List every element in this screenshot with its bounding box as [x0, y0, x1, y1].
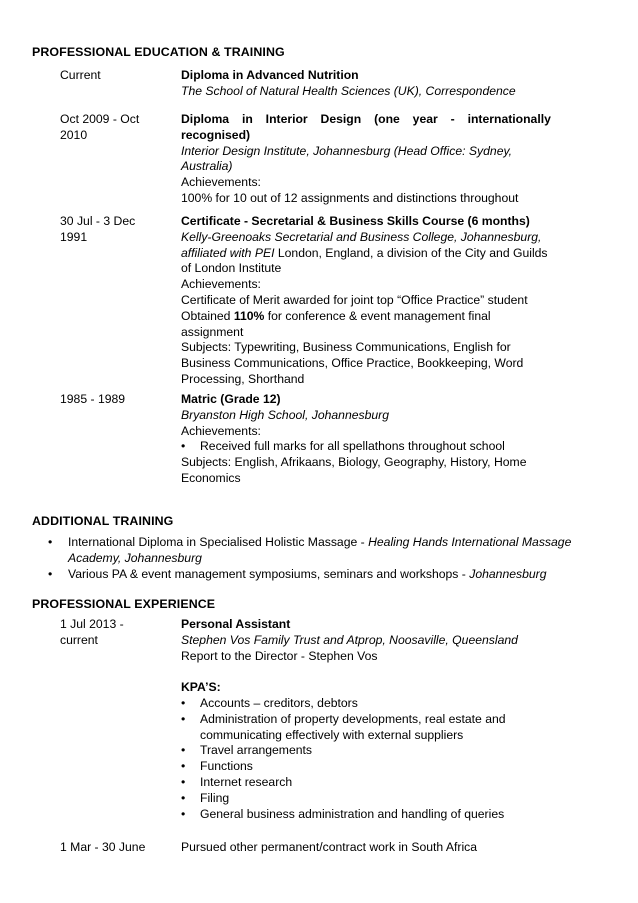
subjects-text: Subjects: English, Afrikaans, Biology, Geography, History, Home [181, 455, 527, 470]
entry-institution: Interior Design Institute, Johannesburg (Head Office: Sydney, [181, 143, 513, 158]
kpa-item: • Functions [181, 759, 253, 774]
bullet-icon: • [181, 806, 186, 821]
entry-institution: The School of Natural Health Sciences (UK), Correspondence [181, 83, 516, 98]
bullet-icon: • [181, 743, 186, 758]
list-item: • Various PA & event management symposiums, seminars and workshops - Johannesburg [48, 566, 547, 581]
subjects-text: Business Communications, Office Practice, Bookkeeping, Word [181, 356, 524, 371]
entry-date: 1985 - 1989 [60, 392, 126, 406]
entry-institution-cont: affiliated with PEI London, England, a division of the City and Guilds [181, 245, 548, 260]
achievement-text: Certificate of Merit awarded for joint top “Office Practice” student [181, 292, 528, 307]
reports-to: Report to the Director - Stephen Vos [181, 648, 378, 663]
entry-title: Certificate - Secretarial & Business Skills Course (6 months) [181, 214, 530, 228]
list-item: • International Diploma in Specialised Holistic Massage - Healing Hands International Massage Academy, Johannesburg [48, 535, 572, 565]
achievement-text: 100% for 10 out of 12 assignments and distinctions throughout [181, 190, 519, 205]
subjects-text: Economics [181, 470, 241, 485]
entry-details [181, 840, 573, 856]
entry-title: Diploma in Interior Design (one year - internationally [181, 112, 551, 126]
entry-title-cont: recognised) [181, 127, 251, 142]
additional-training-list [48, 535, 618, 582]
bullet-icon: • [181, 711, 186, 726]
achievements-label: Achievements: [181, 175, 261, 190]
entry-details [181, 617, 573, 822]
achievement-text-cont: assignment [181, 324, 244, 339]
entry-details [181, 68, 573, 100]
bullet-icon: • [181, 759, 186, 774]
achievements-label: Achievements: [181, 423, 261, 438]
entry-details [181, 214, 573, 388]
achievement-text: Obtained 110% for conference & event management final [181, 308, 491, 323]
bullet-icon: • [181, 774, 186, 789]
bullet-icon: • [181, 439, 186, 454]
bullet-item: • Received full marks for all spellathons throughout school [181, 439, 505, 454]
kpa-item: • Filing [181, 790, 230, 805]
bullet-icon: • [48, 566, 53, 581]
section-heading-experience: PROFESSIONAL EXPERIENCE [32, 597, 216, 611]
entry-title: Diploma in Advanced Nutrition [181, 68, 359, 82]
entry-date: 30 Jul - 3 Dec 1991 [60, 214, 136, 244]
subjects-text: Processing, Shorthand [181, 371, 305, 386]
bullet-icon: • [48, 535, 53, 549]
entry-institution: Kelly-Greenoaks Secretarial and Business College, Johannesburg, [181, 229, 542, 244]
entry-details [181, 112, 573, 207]
job-title: Personal Assistant [181, 617, 291, 631]
entry-title: Matric (Grade 12) [181, 392, 281, 406]
section-heading-additional: ADDITIONAL TRAINING [32, 514, 174, 528]
achievements-label: Achievements: [181, 277, 261, 292]
kpa-item: • General business administration and handling of queries [181, 806, 505, 821]
entry-details [181, 392, 573, 487]
entry-date: Current [60, 68, 101, 82]
company-name: Stephen Vos Family Trust and Atprop, Noosaville, Queensland [181, 632, 518, 647]
bullet-icon: • [181, 790, 186, 805]
bullet-icon: • [181, 695, 186, 710]
entry-date: Oct 2009 - Oct 2010 [60, 112, 140, 142]
entry-institution: Bryanston High School, Johannesburg [181, 407, 389, 422]
entry-institution-cont: of London Institute [181, 261, 282, 276]
kpa-item: • Accounts – creditors, debtors [181, 695, 358, 710]
section-heading-education: PROFESSIONAL EDUCATION & TRAINING [32, 45, 285, 59]
subjects-text: Subjects: Typewriting, Business Communications, English for [181, 340, 511, 355]
kpa-label: KPA’S: [181, 680, 221, 695]
entry-institution-cont: Australia) [181, 159, 233, 174]
entry-text: Pursued other permanent/contract work in South Africa [181, 840, 478, 854]
entry-date: 1 Jul 2013 - current [60, 617, 124, 647]
kpa-item: • Internet research [181, 774, 293, 789]
kpa-item: • Travel arrangements [181, 743, 312, 758]
entry-date: 1 Mar - 30 June [60, 840, 146, 854]
kpa-item: • Administration of property developments, real estate and communicating effectively with external suppliers [181, 711, 506, 742]
